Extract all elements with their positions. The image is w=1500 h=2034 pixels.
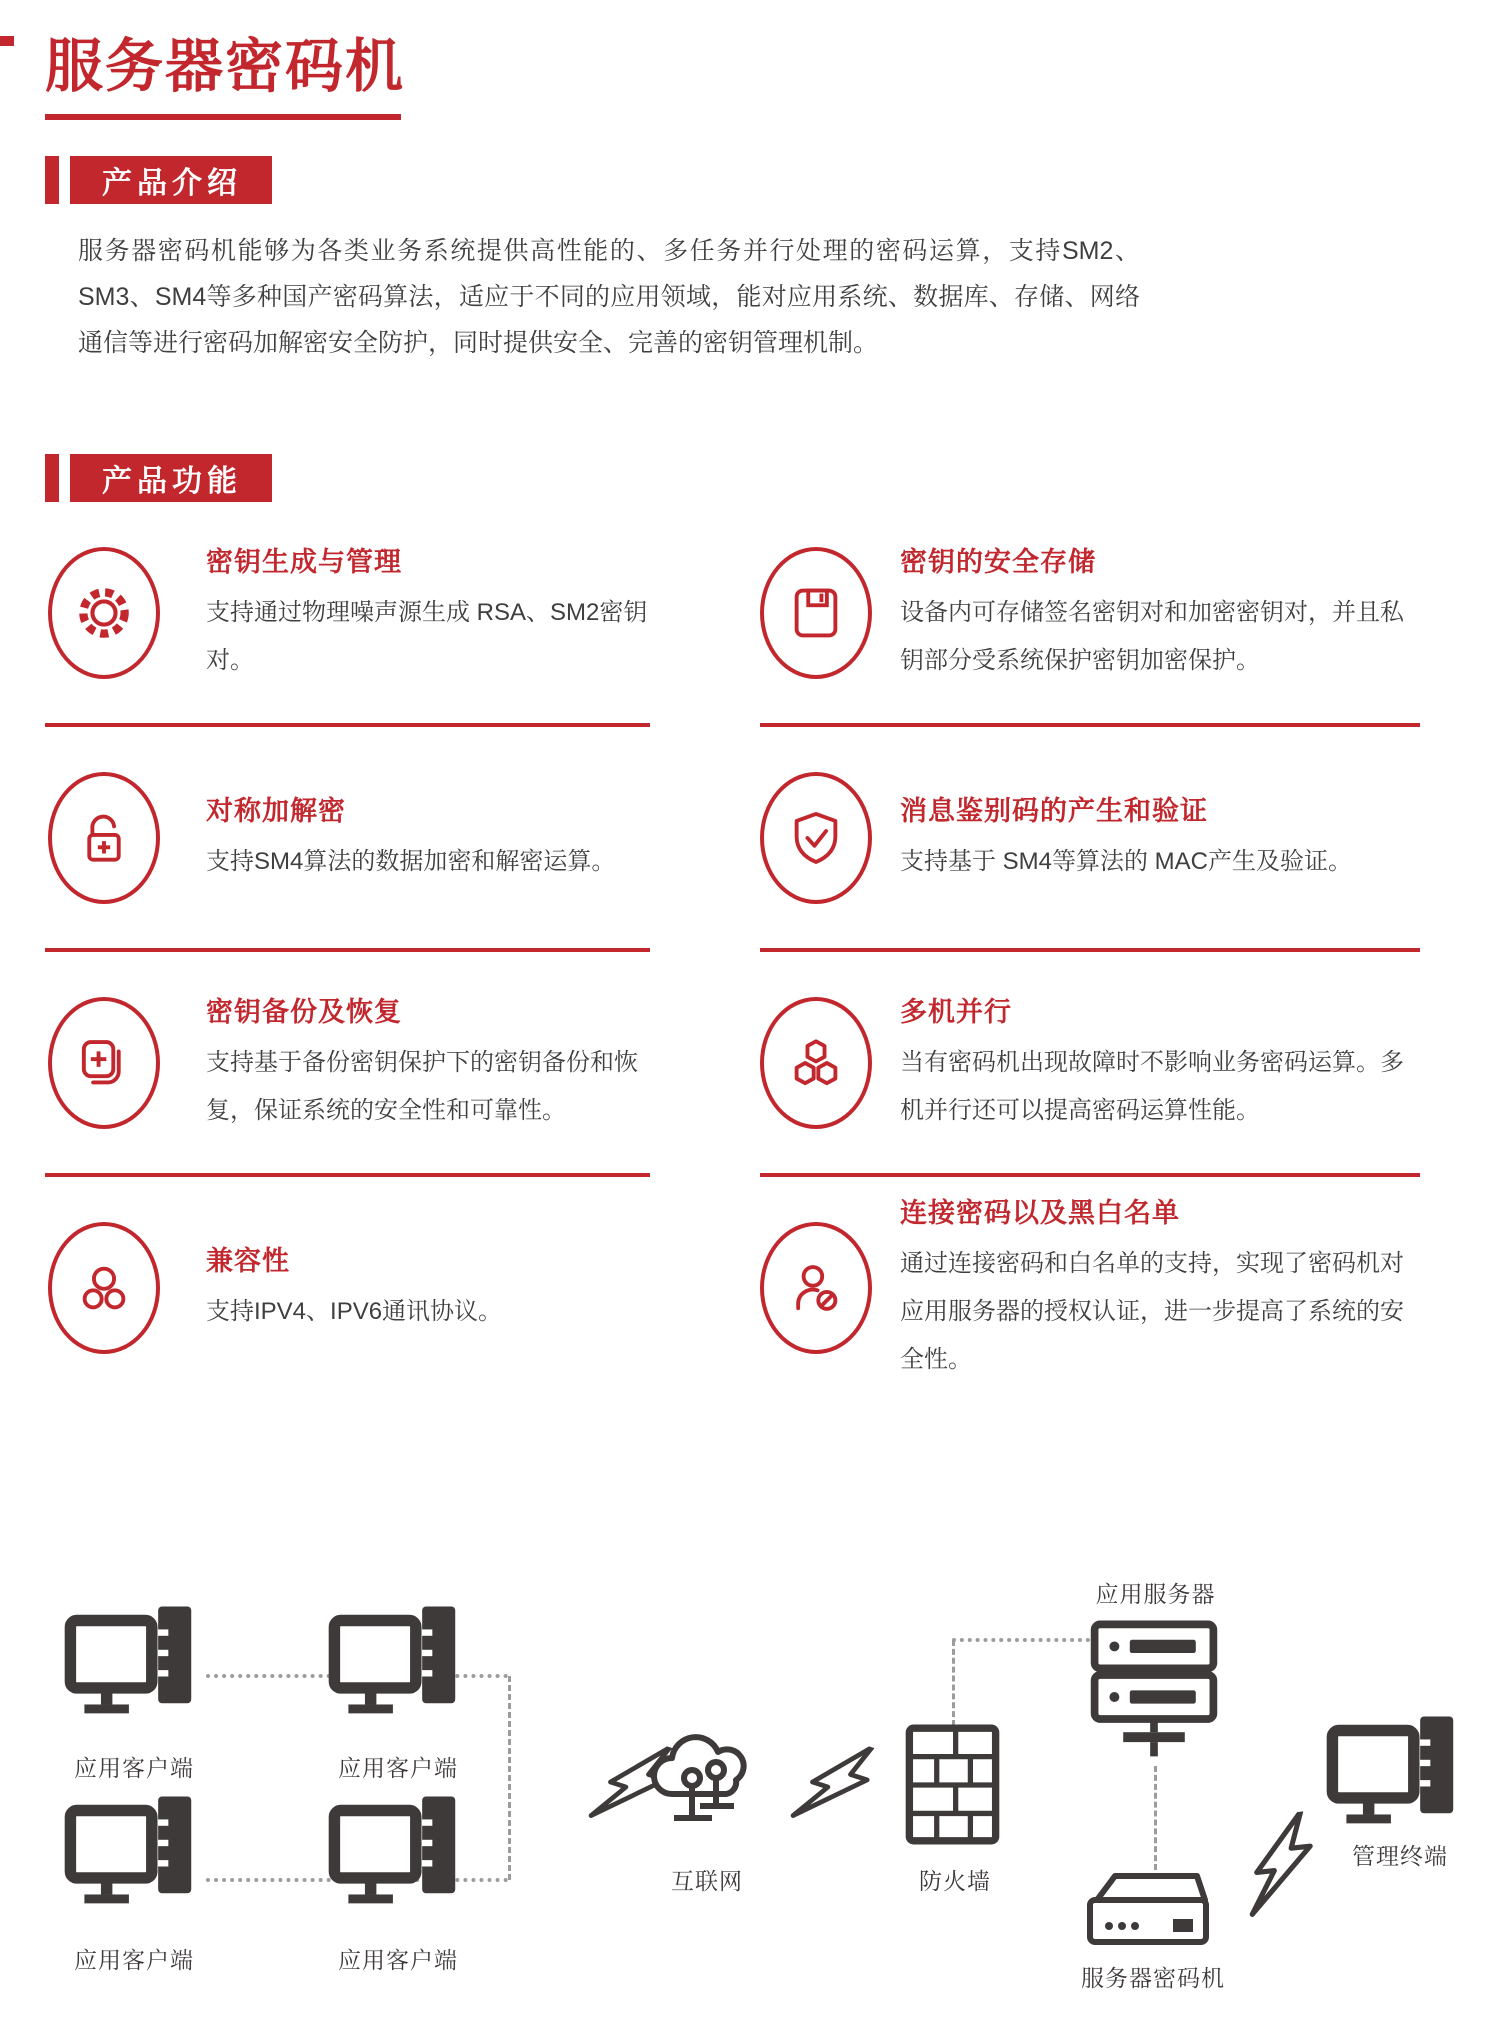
feature-title: 密钥备份及恢复: [206, 997, 402, 1027]
firewall-icon: [905, 1724, 1000, 1845]
client-label: 应用客户端: [338, 1755, 458, 1781]
feature-icon-badge: [760, 997, 872, 1129]
network-diagram: [0, 1528, 1500, 2034]
desktop-computer-icon: [1326, 1714, 1466, 1831]
feature-title: 兼容性: [206, 1246, 290, 1276]
mgmt-terminal-node: [1326, 1714, 1466, 1831]
client-label: 应用客户端: [338, 1947, 458, 1973]
feature-row: [45, 952, 1500, 1173]
feature-icon-badge: [48, 547, 160, 679]
section-header-features: [45, 454, 1500, 502]
feature-desc: 当有密码机出现故障时不影响业务密码运算。多机并行还可以提高密码运算性能。: [900, 1049, 1404, 1124]
app-client-node: [328, 1794, 468, 1911]
mgmt-terminal-label: 管理终端: [1352, 1843, 1448, 1869]
section-header-intro: [45, 156, 1500, 204]
shield-check-icon: [785, 807, 847, 869]
client-label: 应用客户端: [74, 1755, 194, 1781]
connector-firewall-server: [952, 1638, 1090, 1642]
feature-icon-badge: [48, 1222, 160, 1354]
app-client-node: [328, 1604, 468, 1721]
feature-desc: 支持SM4算法的数据加密和解密运算。: [206, 848, 616, 875]
feature-key-generation: [45, 502, 650, 723]
feature-desc: 支持基于 SM4等算法的 MAC产生及验证。: [900, 848, 1353, 875]
feature-desc: 通过连接密码和白名单的支持，实现了密码机对应用服务器的授权认证，进一步提高了系统的安全性。: [900, 1250, 1404, 1373]
feature-desc: 设备内可存储签名密钥对和加密密钥对，并且私钥部分受系统保护密钥加密保护。: [900, 599, 1404, 674]
page-title: 服务器密码机: [45, 34, 406, 99]
section-accent-bar: [45, 156, 59, 204]
feature-row: [45, 502, 1500, 723]
desktop-computer-icon: [328, 1604, 468, 1721]
network-circles-icon: [73, 1257, 135, 1319]
app-server-label: 应用服务器: [1095, 1581, 1216, 1607]
feature-icon-badge: [48, 772, 160, 904]
key-backup-icon: [73, 1032, 135, 1094]
title-underline: [45, 114, 401, 120]
connector-server-crypto: [1154, 1766, 1157, 1870]
firewall-label: 防火墙: [919, 1868, 991, 1894]
app-client-node: [64, 1794, 204, 1911]
feature-icon-badge: [760, 1222, 872, 1354]
lightning-bolt-icon: [788, 1729, 885, 1839]
feature-grid: [45, 502, 1500, 1398]
section-heading-features: 产品功能: [70, 454, 272, 502]
app-client-node: [64, 1604, 204, 1721]
desktop-computer-icon: [328, 1794, 468, 1911]
client-label: 应用客户端: [74, 1947, 194, 1973]
internet-label: 互联网: [671, 1868, 743, 1894]
gear-icon: [71, 580, 137, 646]
connector-firewall-up: [952, 1640, 955, 1726]
feature-mac: [760, 727, 1420, 948]
internet-cloud-icon: [640, 1720, 770, 1840]
feature-key-storage: [760, 502, 1420, 723]
feature-title: 多机并行: [900, 997, 1012, 1027]
feature-icon-badge: [760, 547, 872, 679]
feature-title: 对称加解密: [206, 796, 346, 826]
crypto-machine-label: 服务器密码机: [1081, 1965, 1225, 1991]
feature-icon-badge: [760, 772, 872, 904]
feature-desc: 支持通过物理噪声源生成 RSA、SM2密钥对。: [206, 599, 648, 674]
connector-clients-trunk: [508, 1676, 511, 1880]
section-heading-intro: 产品介绍: [70, 156, 272, 204]
padlock-icon: [73, 807, 135, 869]
feature-symmetric-crypto: [45, 727, 650, 948]
user-block-icon: [785, 1257, 847, 1319]
feature-desc: 支持基于备份密钥保护下的密钥备份和恢复，保证系统的安全性和可靠性。: [206, 1049, 638, 1124]
feature-title: 消息鉴别码的产生和验证: [900, 796, 1208, 826]
app-server-icon: [1088, 1620, 1220, 1763]
feature-row: [45, 727, 1500, 948]
lightning-bolt-icon: [1237, 1810, 1325, 1918]
feature-desc: 支持IPV4、IPV6通讯协议。: [206, 1298, 503, 1325]
feature-key-backup: [45, 952, 650, 1173]
desktop-computer-icon: [64, 1604, 204, 1721]
floppy-disk-icon: [785, 582, 847, 644]
crypto-machine-icon: [1085, 1870, 1215, 1950]
feature-row: [45, 1177, 1500, 1398]
feature-whitelist: [760, 1177, 1420, 1398]
page-corner-mark: [0, 36, 14, 46]
feature-multi-machine: [760, 952, 1420, 1173]
intro-paragraph: 服务器密码机能够为各类业务系统提供高性能的、多任务并行处理的密码运算，支持SM2、SM3、SM4等多种国产密码算法，适应于不同的应用领域，能对应用系统、数据库、存储、网络通信等进行密码加解密安全防护，同时提供安全、完善的密钥管理机制。: [78, 237, 1140, 357]
hexagons-icon: [785, 1032, 847, 1094]
desktop-computer-icon: [64, 1794, 204, 1911]
feature-compatibility: [45, 1177, 650, 1398]
feature-title: 连接密码以及黑白名单: [900, 1198, 1180, 1228]
section-accent-bar: [45, 454, 59, 502]
feature-title: 密钥的安全存储: [900, 547, 1096, 577]
feature-icon-badge: [48, 997, 160, 1129]
feature-title: 密钥生成与管理: [206, 547, 402, 577]
